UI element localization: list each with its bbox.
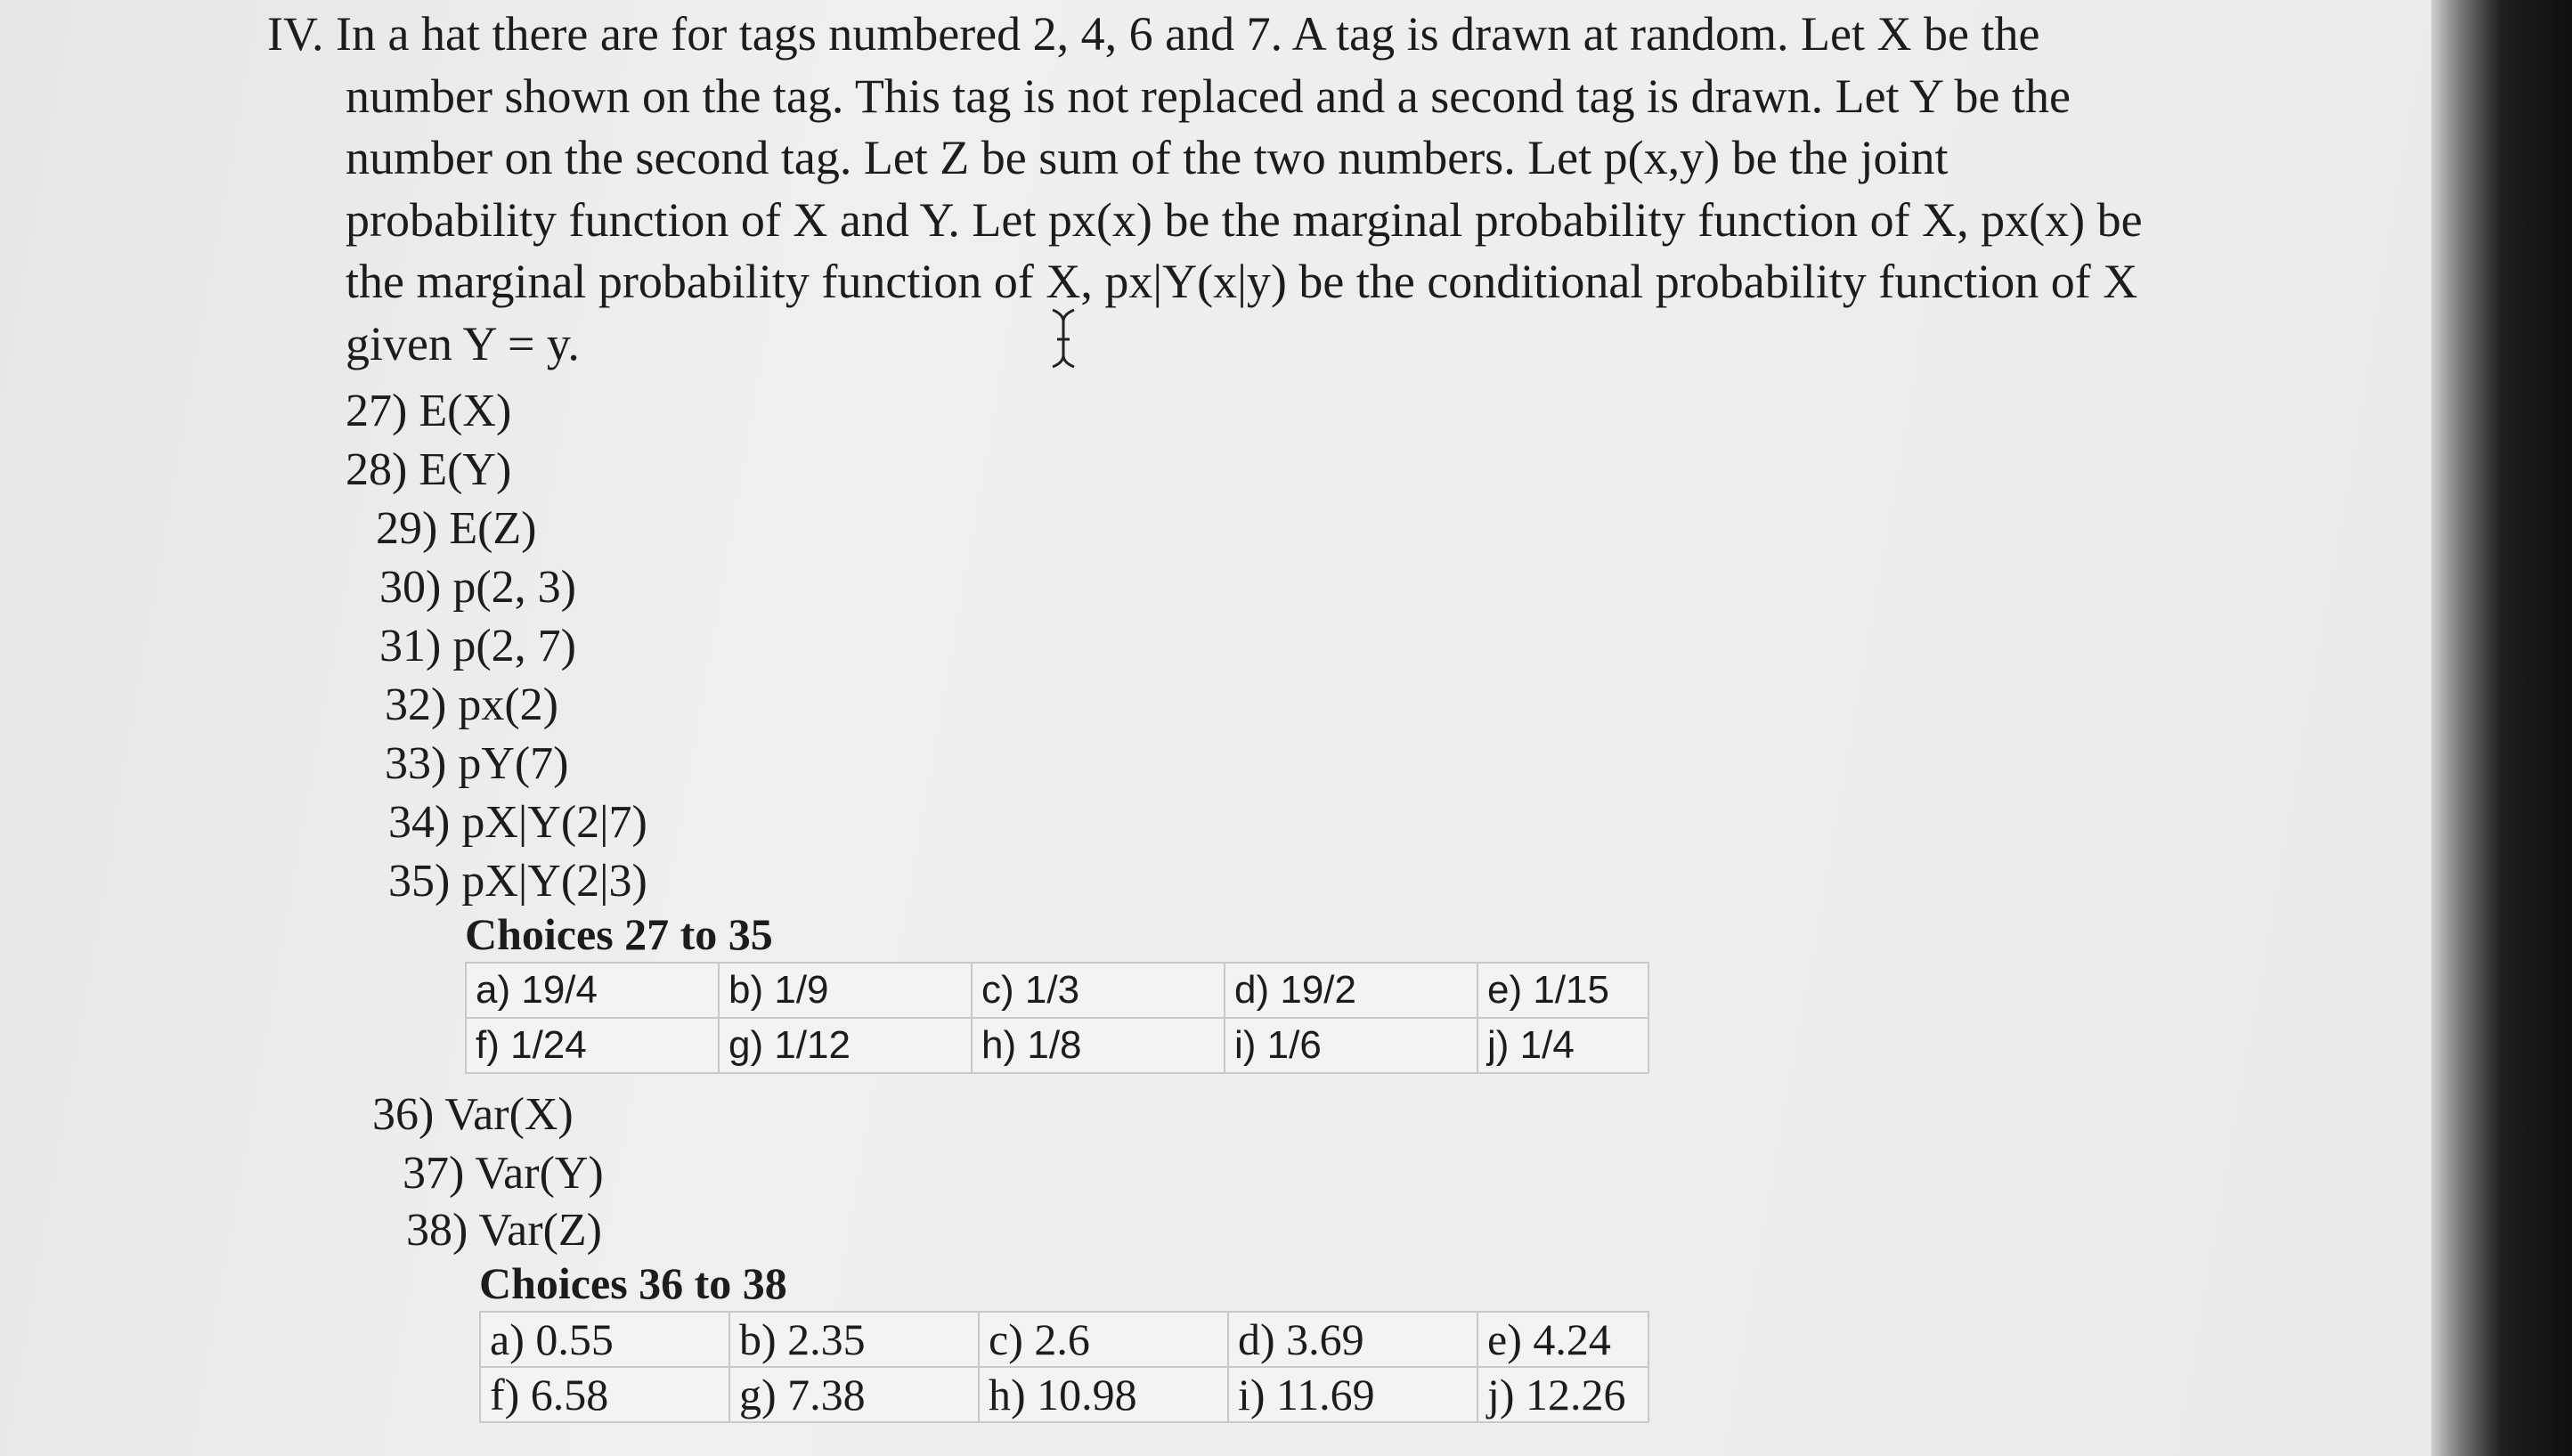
problem-line: IV. In a hat there are for tags numbered 2, 4, 6 and 7. A tag is drawn at random. Let X be the (267, 7, 2040, 61)
choice-cell: i) 1/6 (1225, 1018, 1477, 1073)
table-row (480, 1312, 1648, 1367)
problem-line: probability function of X and Y. Let px(x) be the marginal probability function of X, px(x) be (346, 192, 2143, 247)
choice-cell: c) 1/3 (972, 963, 1225, 1018)
problem-line: the marginal probability function of X, px|Y(x|y) be the conditional probability function of X (346, 255, 2138, 308)
choice-cell: j) 12.26 (1477, 1367, 1648, 1422)
table-row (466, 963, 1648, 1018)
problem-line: number on the second tag. Let Z be sum of the two numbers. Let p(x,y) be the joint (346, 131, 1949, 184)
question-38: 38) Var(Z) (406, 1205, 602, 1256)
question-33: 33) pY(7) (385, 738, 569, 789)
choice-cell: e) 1/15 (1477, 963, 1648, 1018)
choice-cell: g) 1/12 (719, 1018, 972, 1073)
choice-cell: b) 1/9 (719, 963, 972, 1018)
question-32: 32) px(2) (385, 679, 558, 730)
choice-cell: a) 0.55 (480, 1312, 729, 1367)
choice-cell: b) 2.35 (729, 1312, 979, 1367)
problem-line: number shown on the tag. This tag is not replaced and a second tag is drawn. Let Y be the (346, 69, 2071, 123)
question-30: 30) p(2, 3) (379, 562, 576, 613)
choice-cell: h) 10.98 (979, 1367, 1228, 1422)
question-37: 37) Var(Y) (403, 1148, 604, 1199)
choice-cell: d) 19/2 (1225, 963, 1477, 1018)
text-cursor-icon (1049, 307, 1078, 370)
choice-cell: h) 1/8 (972, 1018, 1225, 1073)
monitor-bezel (2431, 0, 2572, 1456)
table-row (466, 1018, 1648, 1073)
choice-cell: j) 1/4 (1477, 1018, 1648, 1073)
question-34: 34) pX|Y(2|7) (388, 797, 647, 848)
question-29: 29) E(Z) (376, 503, 537, 554)
choice-cell: d) 3.69 (1228, 1312, 1477, 1367)
problem-statement (267, 4, 2226, 375)
choice-cell: i) 11.69 (1228, 1367, 1477, 1422)
question-35: 35) pX|Y(2|3) (388, 856, 647, 907)
choice-cell: f) 6.58 (480, 1367, 729, 1422)
choice-cell: e) 4.24 (1477, 1312, 1648, 1367)
choice-cell: f) 1/24 (466, 1018, 719, 1073)
choices-table-27-35 (465, 962, 1649, 1074)
choices-title-36-38: Choices 36 to 38 (479, 1258, 787, 1308)
question-27: 27) E(X) (346, 386, 512, 436)
choices-title-27-35: Choices 27 to 35 (465, 909, 773, 959)
problem-line: given Y = y. (346, 316, 580, 370)
choice-cell: c) 2.6 (979, 1312, 1228, 1367)
choices-table-36-38 (479, 1311, 1649, 1423)
choice-cell: a) 19/4 (466, 963, 719, 1018)
question-36: 36) Var(X) (372, 1089, 574, 1140)
question-31: 31) p(2, 7) (379, 621, 576, 671)
table-row (480, 1367, 1648, 1422)
question-28: 28) E(Y) (346, 444, 512, 495)
choice-cell: g) 7.38 (729, 1367, 979, 1422)
